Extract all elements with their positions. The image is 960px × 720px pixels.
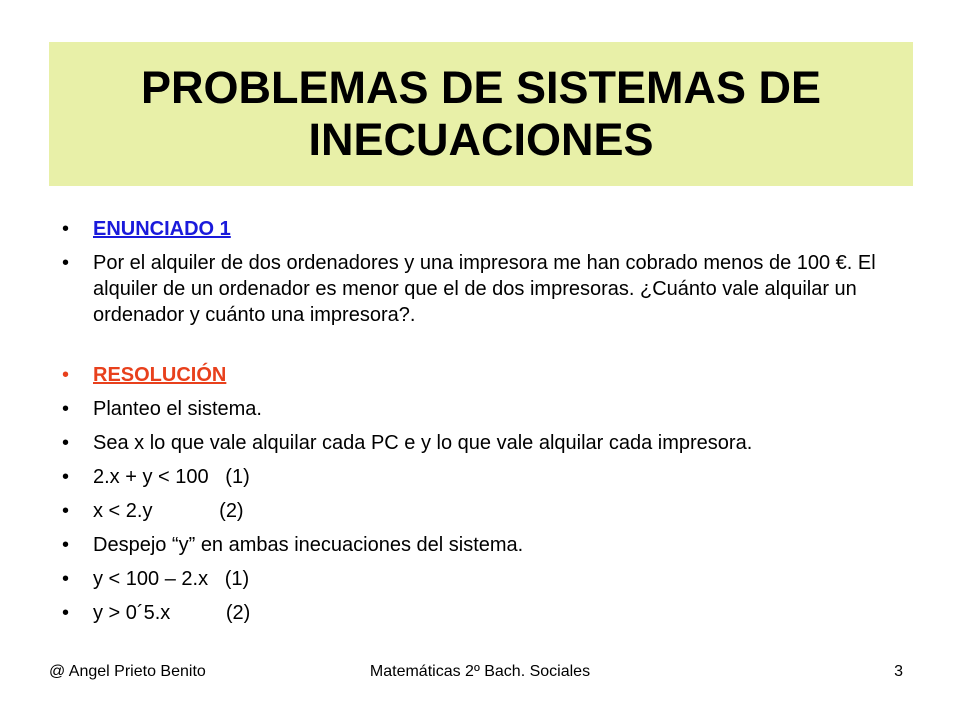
footer-author: @ Angel Prieto Benito <box>49 663 206 680</box>
section-heading-enunciado: ENUNCIADO 1 <box>93 218 231 240</box>
inequality-text: 2.x + y < 100 (1) <box>93 466 250 488</box>
section-heading-resolucion: RESOLUCIÓN <box>93 364 227 386</box>
bullet-icon: • <box>62 364 70 386</box>
step-text: Despejo “y” en ambas inecuaciones del sistema. <box>93 534 524 556</box>
list-item-step-3 <box>62 532 922 558</box>
title-banner <box>49 42 913 186</box>
list-item-statement <box>62 250 922 328</box>
bullet-icon: • <box>62 602 70 624</box>
content-list <box>62 216 922 634</box>
title-line-2: INECUACIONES <box>308 114 654 165</box>
inequality-text: y < 100 – 2.x (1) <box>93 568 250 590</box>
bullet-icon: • <box>62 568 70 590</box>
list-item-heading-2 <box>62 362 922 388</box>
list-spacer <box>62 336 922 362</box>
bullet-icon: • <box>62 432 70 454</box>
list-item-inequality-2 <box>62 498 922 524</box>
list-item-heading-1 <box>62 216 922 242</box>
problem-statement: Por el alquiler de dos ordenadores y una impresora me han cobrado menos de 100 €. El alquiler de un ordenador es menor que el de dos impresoras. ¿Cuánto vale alquilar un ordenador y cuánto una impresora?. <box>93 252 876 326</box>
bullet-icon: • <box>62 398 70 420</box>
list-item-inequality-3 <box>62 566 922 592</box>
bullet-icon: • <box>62 534 70 556</box>
bullet-icon: • <box>62 252 70 274</box>
step-text: Sea x lo que vale alquilar cada PC e y lo que vale alquilar cada impresora. <box>93 432 753 454</box>
title-line-1: PROBLEMAS DE SISTEMAS DE <box>140 62 822 113</box>
inequality-text: y > 0´5.x (2) <box>93 602 251 624</box>
list-item-step-2 <box>62 430 922 456</box>
bullet-icon: • <box>62 500 70 522</box>
list-item-inequality-1 <box>62 464 922 490</box>
inequality-text: x < 2.y (2) <box>93 500 244 522</box>
slide-title <box>141 62 821 166</box>
list-item-step-1 <box>62 396 922 422</box>
footer-course: Matemáticas 2º Bach. Sociales <box>369 663 591 680</box>
bullet-icon: • <box>62 466 70 488</box>
list-item-inequality-4 <box>62 600 922 626</box>
step-text: Planteo el sistema. <box>93 398 262 420</box>
footer-page-number: 3 <box>894 663 903 680</box>
bullet-icon: • <box>62 218 70 240</box>
